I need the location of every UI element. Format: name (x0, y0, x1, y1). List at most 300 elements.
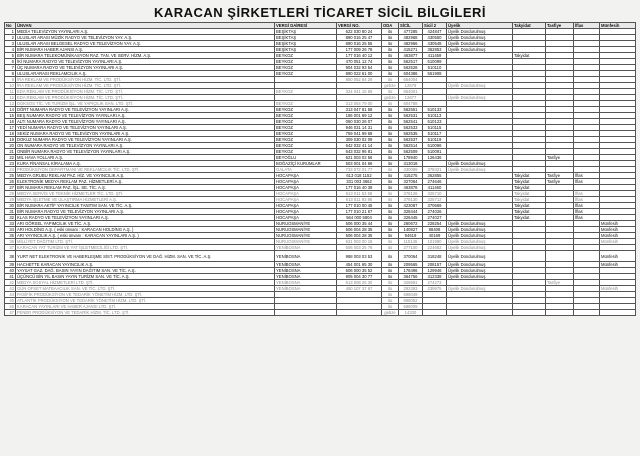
cell-sicil-2: 430550 (423, 35, 447, 41)
cell-vergi-dairesi: BOĞAZİÇİ KURUMLAR (275, 161, 337, 167)
cell-vergi-dairesi: NURUOSMANİYE (275, 227, 337, 233)
cell-sicil: 364756 (399, 274, 423, 280)
cell-vergi-no: 613 018 1152 (337, 173, 382, 179)
cell-sicil: 140827 (399, 227, 423, 233)
cell-sicil-2: 208157 (423, 262, 447, 268)
cell-uyelik: Üyelik Dondurulmuş (447, 161, 513, 167)
cell-sicil: 562528 (399, 65, 423, 71)
cell-sicil: 482968 (399, 35, 423, 41)
document-title: KARACAN ŞİRKETLERİ TİCARET SİCİL BİLGİLERİ (153, 5, 487, 20)
cell-unvan: KURA FİNANSAL KİRALAMA A.Ş. (16, 161, 275, 167)
cell-sicil: 115145 (399, 239, 423, 245)
cell-sicil: 430089 (399, 167, 423, 173)
cell-sicil: 14330 (399, 310, 423, 316)
cell-iflas (574, 310, 600, 316)
cell-munfesih: Münfesih (600, 239, 636, 245)
cell-sicil: 423087 (399, 203, 423, 209)
column-header-munfesih: Münfesih (600, 23, 636, 29)
cell-sicil: 209565 (399, 262, 423, 268)
cell-uyelik: Üyelik Dondurulmuş (447, 251, 513, 262)
cell-vergi-no: 177 016 40 12 (337, 53, 382, 59)
cell-munfesih: Münfesih (600, 227, 636, 233)
cell-vergi-dairesi: GALATA (275, 167, 337, 173)
cell-vergi-dairesi: HOCAPAŞA (275, 179, 337, 185)
cell-vergi-dairesi: BEYKOZ (275, 119, 337, 125)
cell-sicil-2: 312338 (423, 274, 447, 280)
cell-takyidat: Takyidat (513, 191, 546, 197)
cell-oda: ito (382, 71, 399, 77)
cell-unvan: PRODÜKSİYON DEPARTMANI VE REKLAMCILIK TİC. LTD. ŞTİ. (16, 167, 275, 173)
cell-oda: ito (382, 47, 399, 53)
cell-unvan: ATLANTİK PRODÜKSİYON VE TEDARİK YÖNETİM HİZM. LTD. ŞTİ. (16, 298, 275, 304)
cell-sicil: 280672 (399, 221, 423, 227)
cell-uyelik: Üyelik Dondurulmuş (447, 227, 513, 233)
cell-unvan: ONBİR NUMARA RADYO VE TELEVİZYON YAYINLARI A.Ş. (16, 149, 275, 155)
cell-vergi-no: 060 030 26 07 (337, 119, 382, 125)
column-header-sicil: SİCİL (399, 23, 423, 29)
cell-vergi-dairesi: NURUOSMANİYE (275, 221, 337, 227)
cell-sicil: 698049 (399, 292, 423, 298)
cell-unvan: ULUSLAR ARASI BELGESEL RADYO VE TELEVİZYON YAY. A.Ş. (16, 41, 275, 47)
cell-sicil: 370064 (399, 251, 423, 262)
cell-vergi-no: 177 009 26 78 (337, 47, 382, 53)
cell-unvan: YURT NET ELEKTRONİK VE HABERLEŞME SİST. PRODÜKSİYON VE DAĞ. HİZM. SAN. VE TİC. A.Ş. (16, 251, 275, 262)
cell-sicil: 562541 (399, 119, 423, 125)
cell-iflas: İflas (574, 173, 600, 179)
cell-vergi-no: 890 016 25 55 (337, 41, 382, 47)
cell-oda: ito (382, 179, 399, 185)
cell-vergi-no: 564 000 5804 (337, 215, 382, 221)
cell-vergi-dairesi: HOCAPAŞA (275, 197, 337, 203)
cell-no: 13 (5, 101, 16, 107)
cell-oda: ito (382, 35, 399, 41)
cell-vergi-dairesi: NURUOSMANİYE (275, 239, 337, 245)
cell-oda: ito (382, 41, 399, 47)
column-header-takyidat: Takyidat (513, 23, 546, 29)
cell-sicil-2: 370669 (423, 203, 447, 209)
cell-uyelik: Üyelik Dondurulmuş (447, 83, 513, 89)
cell-vergi-no: 506 000 35 44 (337, 221, 382, 227)
cell-oda: ito (382, 298, 399, 304)
cell-oda: ito (382, 65, 399, 71)
cell-unvan: EDA REKLAM VE PRODÜKSİYON HİZM. TİC. LTD. ŞTİ. (16, 95, 275, 101)
cell-oda: ito (382, 221, 399, 227)
cell-vergi-dairesi: BEYKOZ (275, 149, 337, 155)
cell-vergi-no: 988 003 03 53 (337, 251, 382, 262)
cell-sicil: 463877 (399, 53, 423, 59)
cell-no: 41 (5, 274, 16, 280)
cell-sicil: 415275 (399, 173, 423, 179)
cell-no: 3 (5, 41, 16, 47)
cell-unvan: ELEKTRONİK MEDYA REKLAM PAZ. HİZMETLERİ A.Ş. (16, 179, 275, 185)
cell-vergi-dairesi: BEYKOZ (275, 71, 337, 77)
cell-unvan: YAYSAT GAZ. DAĞ. BASIN YAYIN DAĞITIM SAN. VE TİC. A.Ş. (16, 268, 275, 274)
cell-no: 6 (5, 59, 16, 65)
cell-iflas: İflas (574, 191, 600, 197)
cell-unvan: HACHETTE KARACAN YAYINCILIK A.Ş. (16, 262, 275, 268)
cell-no: 25 (5, 173, 16, 179)
cell-unvan: MEDİA TELEVİZYON YAYINLARI A.Ş. (16, 29, 275, 35)
cell-oda: ito (382, 29, 399, 35)
cell-vergi-dairesi: YENİBOSNA (275, 245, 337, 251)
cell-takyidat: Takyidat (513, 215, 546, 221)
cell-sicil-2: 274026 (423, 209, 447, 215)
cell-oda: ito (382, 101, 399, 107)
cell-oda: ito (382, 59, 399, 65)
cell-no: 36 (5, 239, 16, 245)
cell-vergi-dairesi: BEYOĞLU (275, 155, 337, 161)
cell-vergi-no: 621 003 02 56 (337, 155, 382, 161)
cell-no: 37 (5, 245, 16, 251)
cell-unvan: FENER PRODÜKSİYON VE TEDARİK HİZM. TİC. LTD. ŞTİ. (16, 310, 275, 316)
cell-sicil-2: 551908 (423, 71, 447, 77)
cell-sicil: 562509 (399, 149, 423, 155)
cell-sicil: 654001 (399, 89, 423, 95)
cell-unvan: GÜN OFSET MATBAACILIK SAN. VE TİC. LTD. ŞTİ. (16, 286, 275, 292)
cell-sicil-2: 378421 (423, 167, 447, 173)
cell-vergi-dairesi: BEŞİKTAŞ (275, 29, 337, 35)
cell-vergi-no: 643 032 96 81 (337, 149, 382, 155)
cell-no: 47 (5, 310, 16, 316)
cell-vergi-no: 506 000 35 52 (337, 268, 382, 274)
cell-vergi-no: 733 072 01 77 (337, 167, 382, 173)
cell-vergi-dairesi: BEYKOZ (275, 65, 337, 71)
cell-sicil-2: 510117 (423, 131, 447, 137)
cell-sicil-2: 510099 (423, 59, 447, 65)
cell-oda: ito (382, 245, 399, 251)
cell-vergi-dairesi: HOCAPAŞA (275, 185, 337, 191)
cell-oda: ito (382, 137, 399, 143)
cell-sicil: 326445 (399, 215, 423, 221)
cell-sicil-2: 228254 (423, 221, 447, 227)
cell-sicil: 12677 (399, 95, 423, 101)
cell-sicil: 94619 (399, 233, 423, 239)
cell-oda: ito (382, 161, 399, 167)
cell-tasfiye: Tasfiye (546, 179, 574, 185)
cell-unvan: ARI YAYINCILIK A.Ş. ( eski ünvanı : KARACAN YAYINLARI A.Ş. ) (16, 233, 275, 239)
cell-no: 46 (5, 304, 16, 310)
cell-vergi-dairesi: BEYKOZ (275, 59, 337, 65)
column-header-uyelik: Üyelik (447, 23, 513, 29)
cell-oda: ito (382, 197, 399, 203)
cell-no: 8 (5, 71, 16, 77)
cell-vergi-no: 313 047 81 58 (337, 107, 382, 113)
cell-no: 30 (5, 203, 16, 209)
cell-sicil: 698009 (399, 304, 423, 310)
cell-vergi-no: 850 052 64 29 (337, 77, 382, 83)
cell-oda: gebze (382, 83, 399, 89)
cell-unvan: ULUSLAR ARASI MÜZİK RADYO VE TELEVİZYON YAY. A.Ş. (16, 35, 275, 41)
cell-no: 15 (5, 113, 16, 119)
cell-vergi-no: 613 011 53 58 (337, 191, 382, 197)
cell-sicil-2: 318248 (423, 251, 447, 262)
cell-vergi-no: 309 030 02 09 (337, 137, 382, 143)
cell-sicil-2: 424847 (423, 29, 447, 35)
cell-oda: ito (382, 262, 399, 268)
cell-vergi-dairesi: BEYKOZ (275, 131, 337, 137)
cell-vergi-no: 613 008 26 30 (337, 280, 382, 286)
cell-vergi-dairesi: YENİBOSNA (275, 274, 337, 280)
cell-munfesih: Münfesih (600, 262, 636, 268)
cell-sicil: 378126 (399, 191, 423, 197)
cell-unvan: MİLLİYET DAĞITIM LTD. ŞTİ. (16, 239, 275, 245)
cell-sicil: 378130 (399, 197, 423, 203)
cell-unvan: BİR NUMARA TELEKOMÜNİKASYON RAZ. TAN. VE SERV. HİZM. A.Ş. (16, 53, 275, 59)
cell-sicil-2: 362853 (423, 47, 447, 53)
cell-unvan: ALTI NUMARA RADYO VE TELEVİZYON YAYINLARI A.Ş. (16, 119, 275, 125)
cell-sicil: 698052 (399, 298, 423, 304)
cell-oda: ito (382, 215, 399, 221)
cell-vergi-no: 621 003 00 18 (337, 239, 382, 245)
cell-no: 22 (5, 155, 16, 161)
cell-sicil: 482966 (399, 41, 423, 47)
cell-oda: ito (382, 251, 399, 262)
cell-sicil: 477285 (399, 29, 423, 35)
cell-sicil: 654004 (399, 77, 423, 83)
cell-unvan: ULUSLARARASI REKLAMCILIK A.Ş. (16, 71, 275, 77)
cell-no: 16 (5, 119, 16, 125)
column-header-sicil-2: Sicil 2 (423, 23, 447, 29)
cell-sicil-2: 274273 (423, 280, 447, 286)
column-header-vergi-no: VERGİ NO. (337, 23, 382, 29)
cell-no: 29 (5, 197, 16, 203)
column-header-no: No (5, 23, 16, 29)
cell-oda: ito (382, 131, 399, 137)
cell-unvan: SEKİZ NUMARA RADYO VE TELEVİZYON YAYINLARI A.Ş. (16, 131, 275, 137)
cell-sicil-2: 129946 (423, 268, 447, 274)
cell-unvan: MEDYA SOSYAL HİZMETLERİ LTD. ŞTİ. (16, 280, 275, 286)
cell-sicil-2: 510110 (423, 65, 447, 71)
cell-sicil-2 (423, 310, 447, 316)
cell-oda: ito (382, 155, 399, 161)
cell-sicil-2: 430548 (423, 41, 447, 47)
cell-no: 10 (5, 83, 16, 89)
cell-unvan: İKİ NUMARA RADYO VE TELEVİZYON YAYINLARI A.Ş. (16, 59, 275, 65)
cell-no: 26 (5, 179, 16, 185)
cell-takyidat: Takyidat (513, 209, 546, 215)
cell-no: 5 (5, 53, 16, 59)
cell-oda: ito (382, 125, 399, 131)
cell-sicil-2: 325710 (423, 191, 447, 197)
cell-oda: ito (382, 268, 399, 274)
cell-no: 42 (5, 280, 16, 286)
cell-uyelik: Üyelik Dondurulmuş (447, 233, 513, 239)
cell-unvan: MEDYA SERVİS VE TEKNİK HİZMETLER TİC. LTD. ŞTİ. (16, 191, 275, 197)
cell-tasfiye (546, 251, 574, 262)
cell-uyelik: Üyelik Dondurulmuş (447, 95, 513, 101)
cell-oda: ito (382, 286, 399, 292)
cell-no: 12 (5, 95, 16, 101)
cell-vergi-dairesi: HOCAPAŞA (275, 209, 337, 215)
cell-unvan: KARACAN YAYINLARI VE HABER AJANSI LTD. ŞTİ. (16, 304, 275, 310)
cell-no: 34 (5, 227, 16, 233)
cell-vergi-dairesi: BEYKOZ (275, 107, 337, 113)
cell-vergi-no: 506 004 28 35 (337, 233, 382, 239)
cell-unvan: BİR NUMARA HABER AJANSI A.Ş. (16, 47, 275, 53)
cell-no: 35 (5, 233, 16, 239)
cell-vergi-dairesi: BEYKOZ (275, 125, 337, 131)
cell-no: 28 (5, 191, 16, 197)
cell-vergi-no: 503 001 04 66 (337, 161, 382, 167)
cell-no: 9 (5, 77, 16, 83)
cell-vergi-no: 177 010 00 45 (337, 203, 382, 209)
cell-vergi-no (337, 310, 382, 316)
cell-sicil: 327064 (399, 179, 423, 185)
cell-unvan: MİL HAVA YOLLARI A.Ş. (16, 155, 275, 161)
cell-takyidat (513, 310, 546, 316)
cell-vergi-dairesi: YENİBOSNA (275, 251, 337, 262)
cell-sicil-2: 126436 (423, 155, 447, 161)
cell-sicil: 562537 (399, 137, 423, 143)
cell-takyidat: Takyidat (513, 197, 546, 203)
cell-sicil: 277100 (399, 245, 423, 251)
cell-uyelik: Üyelik Dondurulmuş (447, 47, 513, 53)
cell-oda: ito (382, 89, 399, 95)
cell-unvan: DÖRT NUMARA RADYO VE TELEVİZYON YAYINLARI A.Ş. (16, 107, 275, 113)
cell-sicil-2: 510091 (423, 149, 447, 155)
cell-no: 4 (5, 47, 16, 53)
table-row (5, 310, 636, 316)
cell-vergi-no: 904 032 93 54 (337, 65, 382, 71)
cell-unvan: BİR NUMARA AKTİF YAYINCILIK TANITIM SAN. VE TİC. A.Ş. (16, 203, 275, 209)
cell-uyelik: Üyelik Dondurulmuş (447, 221, 513, 227)
cell-vergi-dairesi: BEYKOZ (275, 53, 337, 59)
cell-sicil: 562531 (399, 113, 423, 119)
registry-table (4, 22, 636, 316)
column-header-unvan: ÜNVAN (16, 23, 275, 29)
column-header-tasfiye: Tasfiye (546, 23, 574, 29)
cell-munfesih: Münfesih (600, 286, 636, 292)
cell-uyelik (447, 310, 513, 316)
cell-sicil-2: 88408 (423, 227, 447, 233)
cell-vergi-dairesi: BEŞİKTAŞ (275, 35, 337, 41)
cell-vergi-dairesi: YENİBOSNA (275, 286, 337, 292)
cell-sicil-2: 274646 (423, 179, 447, 185)
cell-uyelik: Üyelik Dondurulmuş (447, 274, 513, 280)
cell-vergi-dairesi: BEYKOZ (275, 101, 337, 107)
cell-unvan: ARI GÖRSEL YAPIMCILIK VE TİC. A.Ş. (16, 221, 275, 227)
cell-sicil-2: 325712 (423, 197, 447, 203)
cell-iflas: İflas (574, 197, 600, 203)
cell-uyelik: Üyelik Dondurulmuş (447, 262, 513, 268)
table-row (5, 251, 636, 262)
cell-oda: ito (382, 143, 399, 149)
cell-iflas: İflas (574, 209, 600, 215)
cell-oda: ito (382, 191, 399, 197)
cell-oda: ito (382, 149, 399, 155)
cell-vergi-no: 331 003 3662 (337, 179, 382, 185)
cell-sicil: 604788 (399, 101, 423, 107)
cell-vergi-dairesi: YENİBOSNA (275, 268, 337, 274)
cell-unvan: MEDYA İŞLETME VE ULAŞTIRMA HİZMETLERİ A.Ş. (16, 197, 275, 203)
cell-uyelik: Üyelik Dondurulmuş (447, 41, 513, 47)
cell-oda: gebze (382, 310, 399, 316)
cell-no: 7 (5, 65, 16, 71)
cell-oda: ito (382, 77, 399, 83)
cell-sicil-2: 510119 (423, 137, 447, 143)
cell-vergi-no: 506 003 25 78 (337, 245, 382, 251)
cell-sicil: 292393 (399, 286, 423, 292)
cell-sicil-2: 411459 (423, 53, 447, 59)
cell-no: 20 (5, 143, 16, 149)
cell-no: 17 (5, 125, 16, 131)
cell-no: 11 (5, 89, 16, 95)
cell-vergi-dairesi: BEYKOZ (275, 89, 337, 95)
cell-no: 45 (5, 298, 16, 304)
cell-uyelik: Üyelik Dondurulmuş (447, 286, 513, 292)
cell-vergi-dairesi: BEŞİKTAŞ (275, 41, 337, 47)
cell-no: 27 (5, 185, 16, 191)
cell-sicil-2: 362855 (423, 173, 447, 179)
cell-oda: ito (382, 113, 399, 119)
cell-munfesih (600, 310, 636, 316)
cell-no: 1 (5, 29, 16, 35)
cell-takyidat: Takyidat (513, 185, 546, 191)
cell-unvan: ON NUMARA RADYO VE TELEVİZYON YAYINLARI A.Ş. (16, 143, 275, 149)
cell-oda: ito (382, 304, 399, 310)
cell-takyidat: Takyidat (513, 53, 546, 59)
cell-oda: gebze (382, 95, 399, 101)
cell-no: 21 (5, 149, 16, 155)
cell-sicil: 562535 (399, 131, 423, 137)
cell-uyelik: Üyelik Dondurulmuş (447, 268, 513, 274)
cell-oda: ito (382, 53, 399, 59)
cell-no: 38 (5, 251, 16, 262)
cell-takyidat: Takyidat (513, 203, 546, 209)
cell-sicil: 463878 (399, 185, 423, 191)
cell-unvan: BİR NUMARA RADYO VE TELEVİZYON YAYINLARI A.Ş. (16, 209, 275, 215)
cell-iflas (574, 251, 600, 262)
cell-tasfiye (546, 310, 574, 316)
cell-no: 39 (5, 262, 16, 268)
cell-uyelik: Üyelik Dondurulmuş (447, 167, 513, 173)
cell-sicil-2: 274027 (423, 215, 447, 221)
cell-vergi-dairesi: BEYKOZ (275, 113, 337, 119)
cell-no: 18 (5, 131, 16, 137)
cell-sicil-2: 510123 (423, 119, 447, 125)
cell-vergi-no: 905 004 30 77 (337, 274, 382, 280)
cell-no: 14 (5, 107, 16, 113)
cell-oda: ito (382, 239, 399, 245)
cell-unvan: DOKUZ NUMARA RADYO VE TELEVİZYON YAYINLARI A.Ş. (16, 137, 275, 143)
cell-sicil-2: 101980 (423, 239, 447, 245)
cell-sicil-2: 510096 (423, 143, 447, 149)
cell-unvan: İRA REKLAM VE PRODÜKSİYON HİZM. TİC. LTD. ŞTİ. (16, 77, 275, 83)
cell-vergi-no: 470 051 12 74 (337, 59, 382, 65)
cell-unvan: DOKSOS TİC. VE TURİZM İŞL. VE YAPIÇILIK SAN. LTD. ŞTİ. (16, 101, 275, 107)
cell-sicil: 562551 (399, 107, 423, 113)
cell-vergi-no: 506 004 28 35 (337, 227, 382, 233)
cell-no: 43 (5, 286, 16, 292)
cell-vergi-no: 946 031 14 31 (337, 125, 382, 131)
cell-unvan: PASİFİK PRODÜKSİYON VE TEDARİK YÖNETİM HİZM. LTD. ŞTİ. (16, 292, 275, 298)
cell-sicil-2: 510115 (423, 125, 447, 131)
cell-oda: ito (382, 185, 399, 191)
cell-tasfiye: Tasfiye (546, 280, 574, 286)
cell-sicil: 562514 (399, 143, 423, 149)
cell-oda: ito (382, 203, 399, 209)
cell-no: 40 (5, 268, 16, 274)
cell-uyelik: Üyelik Dondurulmuş (447, 245, 513, 251)
cell-iflas: İflas (574, 179, 600, 185)
cell-uyelik: Üyelik Dondurulmuş (447, 35, 513, 41)
cell-vergi-no: 890 016 25 47 (337, 35, 382, 41)
cell-vergi-dairesi: BEŞİKTAŞ (275, 47, 337, 53)
column-header-oda: ODA (382, 23, 399, 29)
column-header-iflas: İflas (574, 23, 600, 29)
cell-vergi-dairesi: YENİBOSNA (275, 262, 337, 268)
cell-sicil-2: 40169 (423, 233, 447, 239)
